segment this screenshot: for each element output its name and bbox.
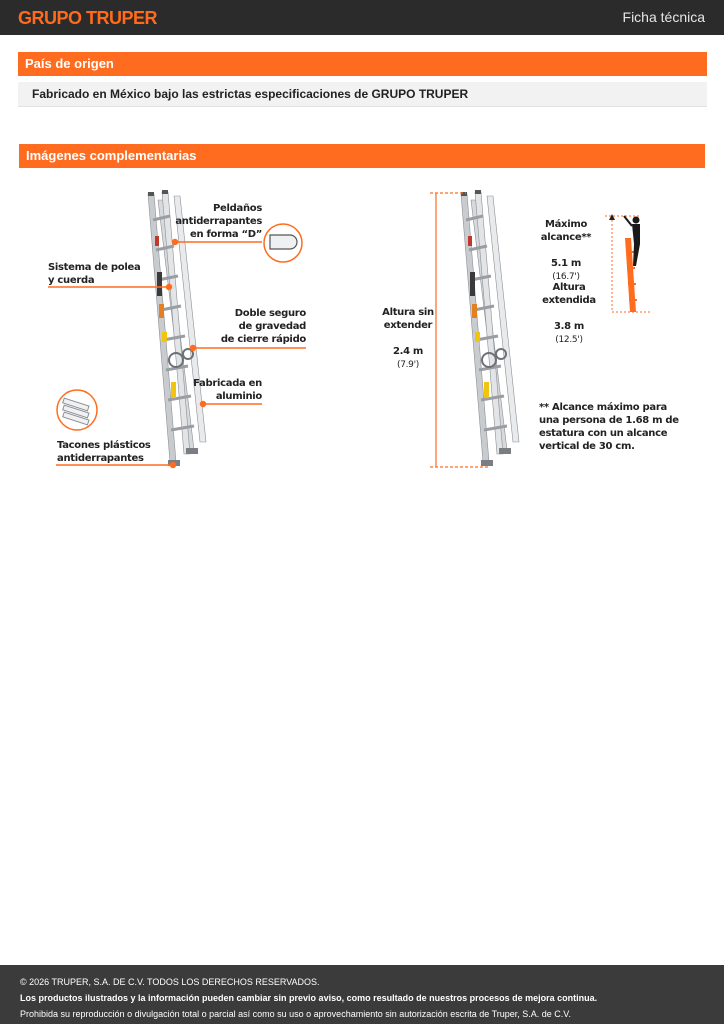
ladder-dimensions-image — [461, 190, 519, 466]
plastic-feet-callout: Tacones plásticos antiderrapantes — [57, 440, 151, 464]
gravity-lock-callout: Doble seguro de gravedad de cierre rápido — [220, 308, 306, 345]
top-bar — [0, 0, 724, 35]
pulley-callout: Sistema de polea y cuerda — [48, 262, 141, 286]
climber-icon — [624, 216, 640, 312]
max-reach-imperial: (16.7') — [552, 272, 580, 282]
footer — [0, 965, 724, 1024]
footer-copyright: © 2026 TRUPER, S.A. DE C.V. TODOS LOS DERECHOS RESERVADOS. — [20, 977, 320, 987]
rungs-callout: Peldaños antiderrapantes en forma “D” — [175, 203, 262, 240]
grupo-truper-logo: GRUPO TRUPER — [18, 8, 158, 28]
extended-height-imperial: (12.5') — [555, 335, 583, 345]
footer-notice: Los productos ilustrados y la información pueden cambiar sin previo aviso, como resultado de nuestros procesos de mejora continua. — [20, 993, 598, 1003]
max-reach-label: Máximo alcance** — [540, 219, 592, 243]
closed-height-label: Altura sin extender — [382, 307, 434, 331]
images-section-header: Imágenes complementarias — [19, 144, 705, 168]
closed-height-callout — [376, 293, 440, 372]
aluminum-callout: Fabricada en aluminio — [193, 378, 262, 402]
max-reach-value: 5.1 m — [550, 258, 582, 269]
extended-height-callout — [526, 268, 612, 347]
extended-height-label: Altura extendida — [542, 282, 596, 306]
max-reach-note: ** Alcance máximo para una persona de 1.68 m de estatura con un alcance vertical de 30 cm. — [539, 402, 679, 452]
complementary-images — [0, 180, 724, 480]
footer-prohibition: Prohibida su reproducción o divulgación total o parcial así como su uso o aprovechamiento sin autorización escrita de Truper, S.A. de C.V. — [20, 1009, 571, 1019]
origin-text: Fabricado en México bajo las estrictas especificaciones de GRUPO TRUPER — [18, 82, 707, 107]
origin-section-header: País de origen — [18, 52, 707, 76]
closed-height-imperial: (7.9') — [396, 360, 419, 370]
closed-height-value: 2.4 m — [392, 346, 424, 357]
extended-height-value: 3.8 m — [553, 321, 585, 332]
document-type: Ficha técnica — [622, 9, 705, 25]
